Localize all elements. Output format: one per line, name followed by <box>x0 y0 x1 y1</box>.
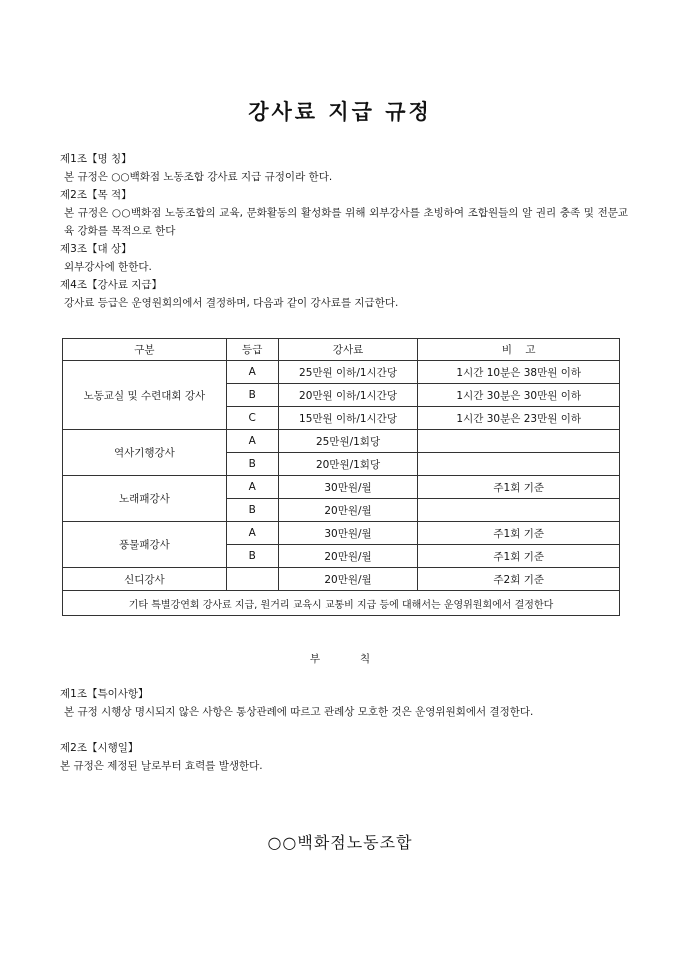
article-2 <box>60 186 628 240</box>
fee-cell: 20만원/월 <box>278 545 418 568</box>
article-heading: 제1조【명 칭】 <box>60 153 132 165</box>
grade-cell: A <box>226 361 278 384</box>
note-cell: 주2회 기준 <box>418 568 620 591</box>
category-cell: 노동교실 및 수련대회 강사 <box>63 361 227 430</box>
signature: ○○백화점노동조합 <box>267 833 413 852</box>
grade-cell <box>226 568 278 591</box>
note-cell: 1시간 10분은 38만원 이하 <box>418 361 620 384</box>
note-cell: 주1회 기준 <box>418 545 620 568</box>
table-header-row <box>63 339 620 361</box>
header-note: 비 고 <box>418 339 620 361</box>
grade-cell: C <box>226 407 278 430</box>
category-cell: 역사기행강사 <box>63 430 227 476</box>
category-cell: 노래패강사 <box>63 476 227 522</box>
article-heading: 제3조【대 상】 <box>60 243 132 255</box>
grade-cell: A <box>226 476 278 499</box>
note-cell: 주1회 기준 <box>418 522 620 545</box>
grade-cell: B <box>226 545 278 568</box>
article-body: 외부강사에 한한다. <box>64 261 152 273</box>
table-row <box>63 476 620 499</box>
grade-cell: B <box>226 453 278 476</box>
grade-cell: A <box>226 522 278 545</box>
article-body: 본 규정은 ○○백화점 노동조합 강사료 지급 규정이라 한다. <box>64 171 333 183</box>
supplementary-article-1 <box>60 685 628 721</box>
fee-cell: 25만원 이하/1시간당 <box>278 361 418 384</box>
fee-table <box>62 338 620 616</box>
table-row <box>63 430 620 453</box>
note-cell <box>418 453 620 476</box>
article-1 <box>60 150 628 186</box>
article-body: 본 규정 시행상 명시되지 않은 사항은 통상관례에 따르고 관례상 모호한 것은 운영위원회에서 결정한다. <box>64 706 534 718</box>
header-grade: 등급 <box>226 339 278 361</box>
note-cell: 1시간 30분은 30만원 이하 <box>418 384 620 407</box>
supplementary-article-2 <box>60 739 628 775</box>
article-heading: 제2조【시행일】 <box>60 742 139 754</box>
table-row <box>63 361 620 384</box>
note-cell <box>418 499 620 522</box>
table-footer-note: 기타 특별강연회 강사료 지급, 원거리 교육시 교통비 지급 등에 대해서는 운영위원회에서 결정한다 <box>63 591 620 616</box>
article-3 <box>60 240 628 276</box>
fee-cell: 20만원/1회당 <box>278 453 418 476</box>
article-heading: 제2조【목 적】 <box>60 189 132 201</box>
article-body: 강사료 등급은 운영원회의에서 결정하며, 다음과 같이 강사료를 지급한다. <box>64 297 399 309</box>
note-cell: 1시간 30분은 23만원 이하 <box>418 407 620 430</box>
fee-cell: 20만원/월 <box>278 499 418 522</box>
fee-cell: 15만원 이하/1시간당 <box>278 407 418 430</box>
fee-cell: 20만원 이하/1시간당 <box>278 384 418 407</box>
table-footer-row <box>63 591 620 616</box>
grade-cell: B <box>226 384 278 407</box>
document-title: 강사료 지급 규정 <box>248 100 432 124</box>
grade-cell: B <box>226 499 278 522</box>
article-body: 본 규정은 ○○백화점 노동조합의 교육, 문화활동의 활성화를 위해 외부강사를 초빙하여 조합원들의 알 권리 충족 및 전문교육 강화를 목적으로 한다 <box>64 207 628 237</box>
fee-cell: 30만원/월 <box>278 476 418 499</box>
supplementary-heading-char: 부 <box>309 653 320 665</box>
grade-cell: A <box>226 430 278 453</box>
article-4 <box>60 276 628 312</box>
supplementary-heading-char: 칙 <box>360 653 371 665</box>
table-row <box>63 568 620 591</box>
article-heading: 제4조【강사료 지급】 <box>60 279 163 291</box>
note-cell: 주1회 기준 <box>418 476 620 499</box>
fee-cell: 20만원/월 <box>278 568 418 591</box>
fee-cell: 30만원/월 <box>278 522 418 545</box>
category-cell: 신디강사 <box>63 568 227 591</box>
table-row <box>63 522 620 545</box>
header-fee: 강사료 <box>278 339 418 361</box>
supplementary-heading <box>0 651 680 666</box>
category-cell: 풍물패강사 <box>63 522 227 568</box>
article-heading: 제1조【특이사항】 <box>60 688 149 700</box>
article-body: 본 규정은 제정된 날로부터 효력를 발생한다. <box>60 760 263 772</box>
note-cell <box>418 430 620 453</box>
header-category: 구분 <box>63 339 227 361</box>
fee-cell: 25만원/1회당 <box>278 430 418 453</box>
